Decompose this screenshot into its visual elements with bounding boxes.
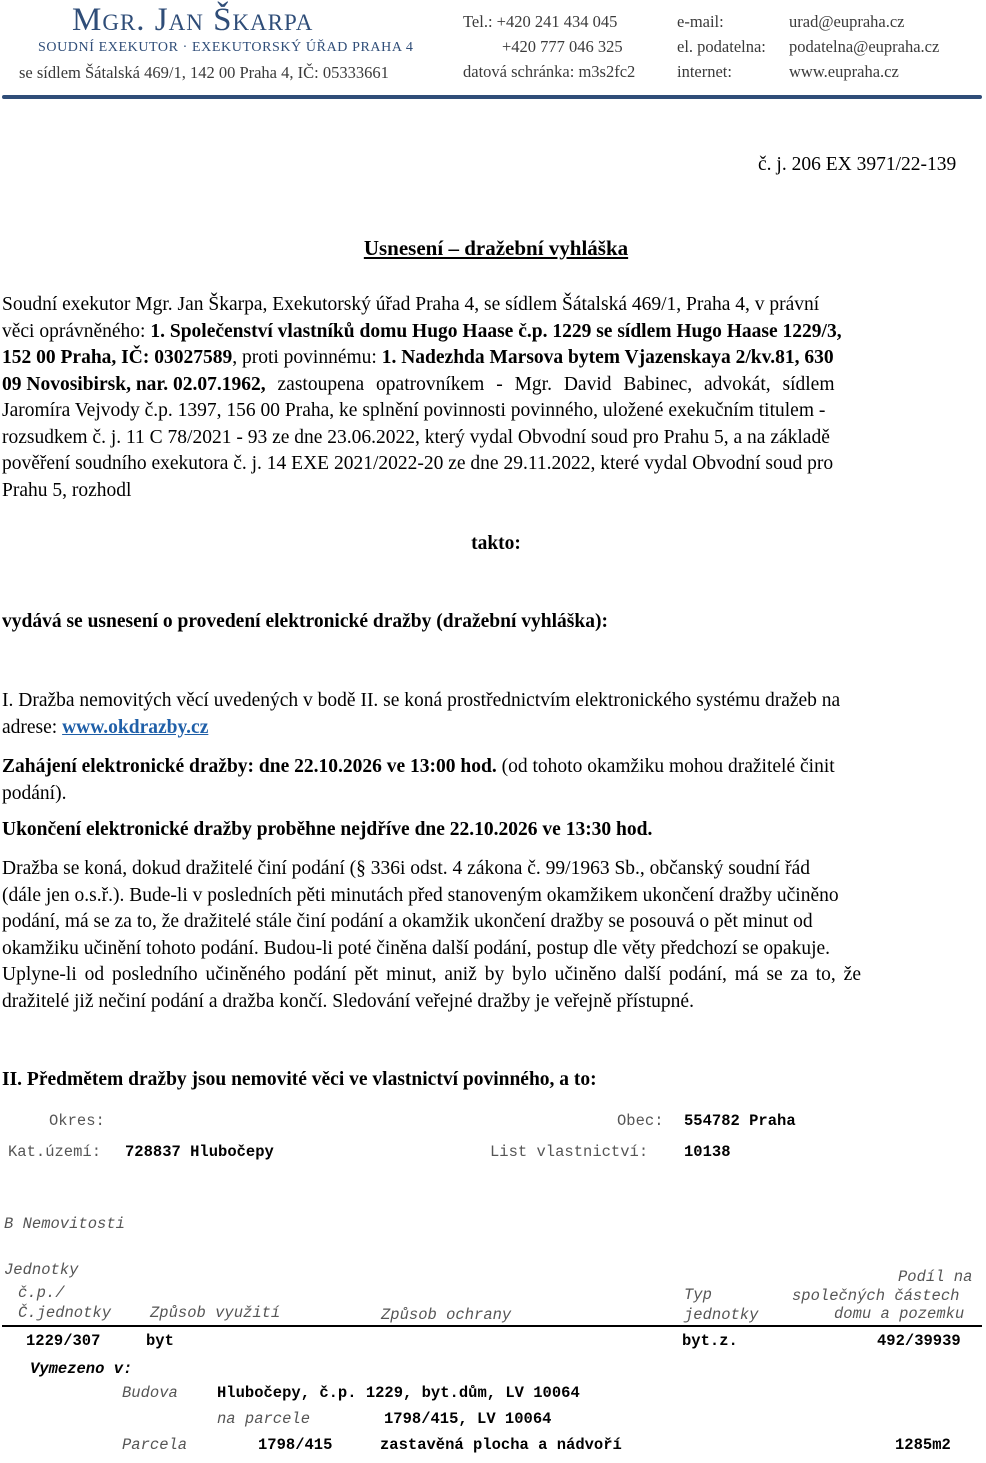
creditor-name: 1. Společenství vlastníků domu Hugo Haase č.p. 1229 se sídlem Hugo Haase 1229/3,: [150, 320, 842, 342]
col-zpusob-ochrany: Způsob ochrany: [381, 1306, 512, 1324]
col-podil-1: Podíl na: [898, 1268, 973, 1286]
letterhead-rule: [2, 95, 982, 99]
tel-1: +420 241 434 045: [496, 12, 618, 31]
katuzemi-value: 728837 Hlubočepy: [125, 1143, 274, 1161]
col-cp: č.p./: [18, 1284, 65, 1302]
reference-number: č. j. 206 EX 3971/22-139: [758, 154, 957, 175]
row-unit-type: byt.z.: [682, 1332, 738, 1350]
email-label: e-mail:: [677, 12, 724, 31]
katuzemi-label: Kat.území:: [8, 1143, 102, 1161]
letterhead-subtitle: SOUDNÍ EXEKUTOR · EXEKUTORSKÝ ÚŘAD PRAHA 4: [38, 40, 414, 55]
obec-value: 554782 Praha: [684, 1112, 796, 1130]
jednotky-label: Jednotky: [4, 1261, 79, 1279]
parcela-number: 1798/415: [258, 1436, 333, 1454]
section-1-line-1: I. Dražba nemovitých věcí uvedených v bodě II. se koná prostřednictvím elektronického systému dražeb na: [2, 690, 841, 711]
creditor-id: 152 00 Praha, IČ: 03027589: [2, 347, 233, 368]
lv-label: List vlastnictví:: [490, 1143, 649, 1161]
epodatelna-label: el. podatelna:: [677, 37, 766, 56]
col-zpusob-vyuziti: Způsob využití: [150, 1304, 281, 1322]
debtor-birth: 09 Novosibirsk, nar. 02.07.1962,: [2, 373, 266, 395]
debtor-name: 1. Nadezhda Marsova bytem Vjazenskaya 2/kv.81, 630: [381, 347, 834, 368]
section-2-heading: II. Předmětem dražby jsou nemovité věci ve vlastnictví povinného, a to:: [2, 1069, 597, 1090]
row-unit-number: 1229/307: [26, 1332, 101, 1350]
intro-line-5: Jaromíra Vejvody č.p. 1397, 156 00 Praha, ke splnění povinnosti povinného, uložené exekučním titulem -: [2, 400, 826, 421]
intro-line-1: Soudní exekutor Mgr. Jan Škarpa, Exekutorský úřad Praha 4, se sídlem Šátalská 469/1, Praha 4, v právní: [2, 294, 820, 315]
auction-start-date: Zahájení elektronické dražby: dne 22.10.2026 ve 13:00 hod.: [2, 756, 497, 777]
databox: datová schránka: m3s2fc2: [463, 62, 636, 81]
internet-label: internet:: [677, 62, 732, 81]
letterhead-name: Mgr. Jan Škarpa: [72, 2, 314, 38]
auction-end-date: Ukončení elektronické dražby proběhne nejdříve dne 22.10.2026 ve 13:30 hod.: [2, 819, 653, 840]
parcela-description: zastavěná plocha a nádvoří: [380, 1436, 622, 1454]
letterhead-address: se sídlem Šátalská 469/1, 142 00 Praha 4, IČ: 05333661: [19, 63, 389, 82]
intro-line-3: 152 00 Praha, IČ: 03027589, proti povinnému: 1. Nadezhda Marsova bytem Vjazenskaya 2/kv.81, 630: [2, 347, 834, 368]
website-value[interactable]: www.eupraha.cz: [789, 62, 899, 81]
col-podil-2: společných částech: [792, 1287, 960, 1305]
intro-line-8: Prahu 5, rozhodl: [2, 479, 132, 501]
row-usage: byt: [146, 1332, 174, 1350]
intro-paragraph: [2, 292, 986, 504]
col-podil-3: domu a pozemku: [834, 1305, 965, 1323]
obec-label: Obec:: [617, 1112, 664, 1130]
na-parcele-value: 1798/415, LV 10064: [384, 1410, 552, 1428]
section-b-label: B Nemovitosti: [4, 1215, 125, 1233]
row-share: 492/39939: [877, 1332, 961, 1350]
parcela-label: Parcela: [122, 1436, 188, 1454]
auction-rules-paragraph: Dražba se koná, dokud dražitelé činí podání (§ 336i odst. 4 zákona č. 99/1963 Sb., občanský soudní řád (dále jen o.s.ř.). Bude-li v posledních pěti minutách před stanoveným okamžikem ukončení dražby učiněno podání, má se za to, že dražitelé stále činí podání a okamžik ukončení dražby se posouvá o pět minut od okamžiku učinění tohoto podání. Budou-li poté činěna další podání, postup dle věty předchozí se opakuje. Uplyne-li od posledního učiněného podání pět minut, aniž by bylo učiněno další podání, má se za to, že dražitelé již nečiní podání a dražba končí. Sledování veřejné dražby je veřejně přístupné.: [2, 858, 861, 1012]
document-title: Usnesení – dražební vyhláška: [363, 236, 629, 260]
okres-label: Okres:: [49, 1112, 105, 1130]
decision-heading: vydává se usnesení o provedení elektronické dražby (dražební vyhláška):: [2, 611, 608, 632]
takto-heading: takto:: [471, 533, 521, 554]
tel-2: +420 777 046 325: [502, 37, 623, 56]
section-1-line-2: adrese: www.okdrazby.cz: [2, 716, 209, 738]
epodatelna-value[interactable]: podatelna@eupraha.cz: [789, 37, 940, 56]
table-rule: [2, 1325, 982, 1327]
col-typ: Typ: [684, 1286, 712, 1304]
intro-line-4: 09 Novosibirsk, nar. 02.07.1962, zastoupena opatrovníkem - Mgr. David Babinec, advokát, sídlem: [2, 373, 835, 395]
tel-label: Tel.:: [463, 12, 493, 31]
parcela-area: 1285m2: [895, 1436, 951, 1454]
intro-line-7: pověření soudního exekutora č. j. 14 EXE 2021/2022-20 ze dne 29.11.2022, které vydal Obvodní soud pro: [2, 453, 834, 474]
section-1-intro: [2, 688, 986, 741]
email-value[interactable]: urad@eupraha.cz: [789, 12, 905, 31]
letterhead-phone-block: [463, 10, 617, 35]
intro-line-2: věci oprávněného: 1. Společenství vlastníků domu Hugo Haase č.p. 1229 se sídlem Hugo Haase 1229/3,: [2, 320, 842, 342]
col-typ-2: jednotky: [684, 1306, 759, 1324]
budova-value: Hlubočepy, č.p. 1229, byt.dům, LV 10064: [217, 1384, 580, 1402]
budova-label: Budova: [122, 1384, 178, 1402]
lv-value: 10138: [684, 1143, 731, 1161]
col-cj: Č.jednotky: [18, 1304, 112, 1322]
auction-start: Zahájení elektronické dražby: dne 22.10.2026 ve 13:00 hod. (od tohoto okamžiku mohou dražitelé činit podání).: [2, 756, 835, 804]
auction-link[interactable]: www.okdrazby.cz: [62, 716, 209, 738]
vymezeno-label: Vymezeno v:: [30, 1360, 133, 1378]
intro-line-6: rozsudkem č. j. 11 C 78/2021 - 93 ze dne 23.06.2022, který vydal Obvodní soud pro Prahu 5, a na základě: [2, 426, 830, 448]
na-parcele-label: na parcele: [217, 1410, 311, 1428]
